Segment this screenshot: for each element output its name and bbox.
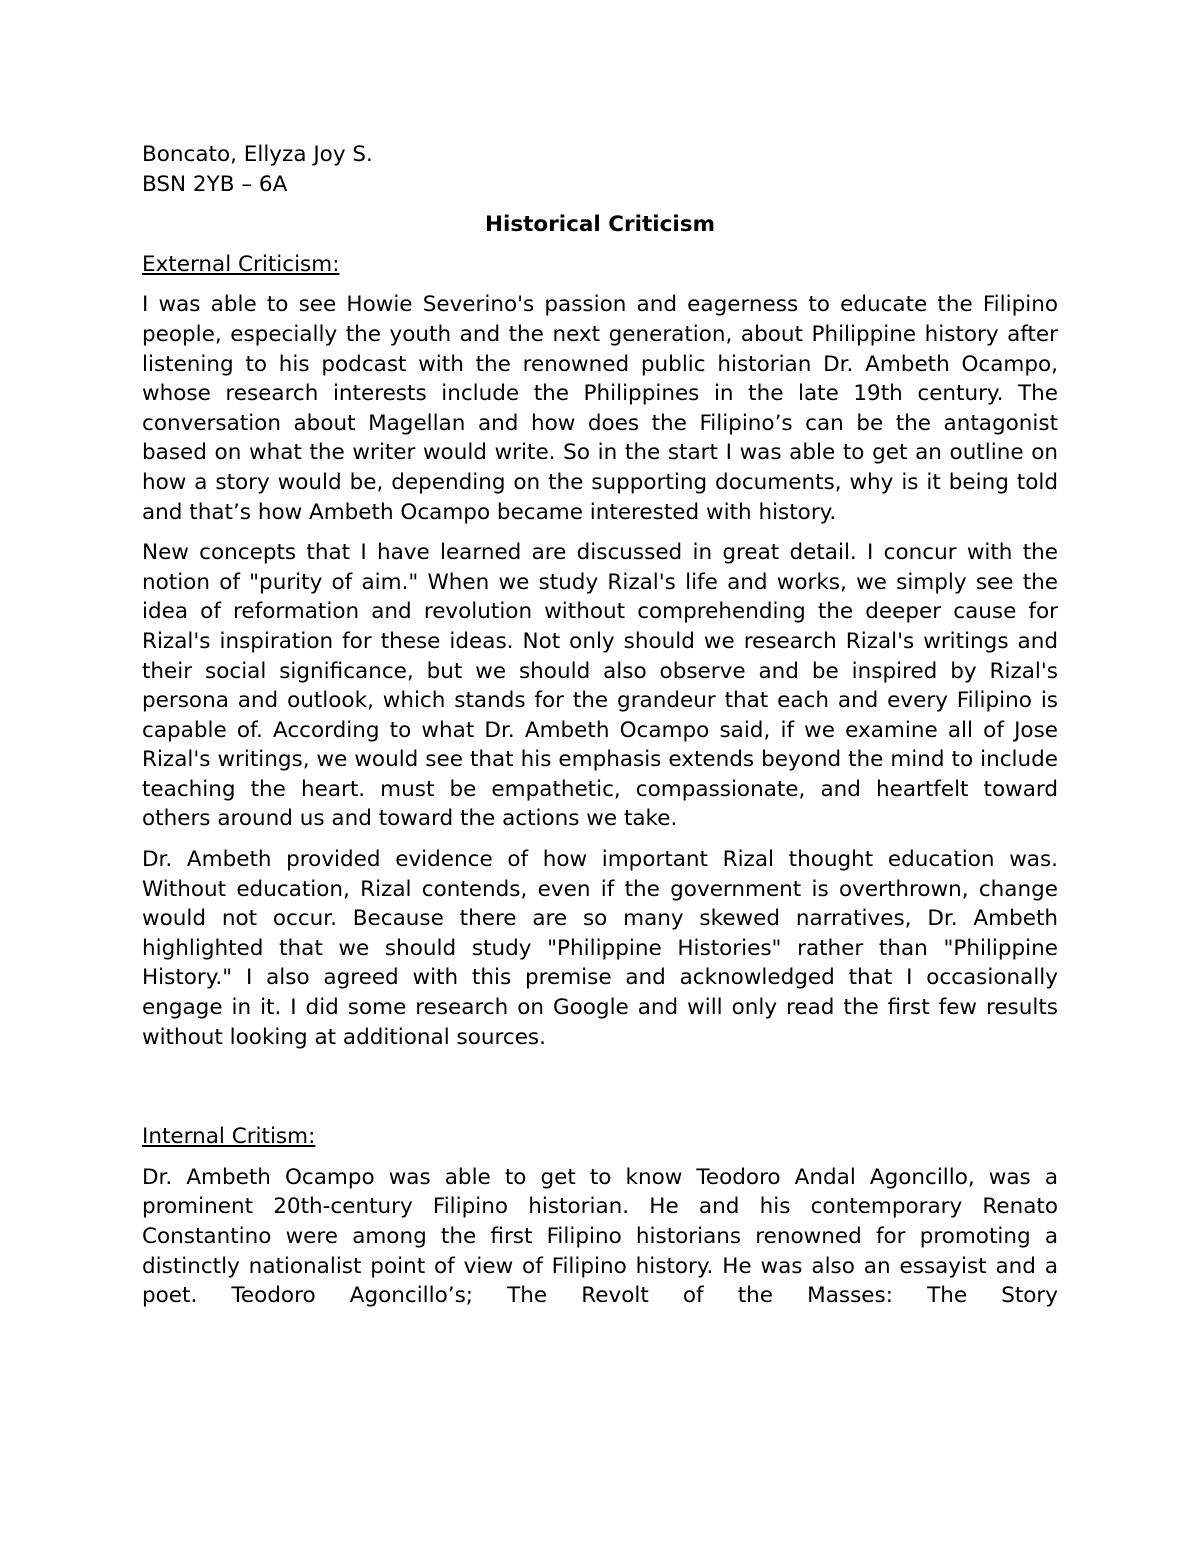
section-spacer (142, 1063, 1058, 1122)
external-paragraph-2: New concepts that I have learned are discussed in great detail. I concur with the notion of "purity of aim." When we study Rizal's life and works, we simply see the idea of reformation and revolution without comprehending the deeper cause for Rizal's inspiration for these ideas. Not only should we research Rizal's writings and their social significance, but we should also observe and be inspired by Rizal's persona and outlook, which stands for the grandeur that each and every Filipino is capable of. According to what Dr. Ambeth Ocampo said, if we examine all of Jose Rizal's writings, we would see that his emphasis extends beyond the mind to include teaching the heart. must be empathetic, compassionate, and heartfelt toward others around us and toward the actions we take. (142, 540, 1058, 832)
document-page (142, 140, 1058, 1322)
internal-paragraph-1: Dr. Ambeth Ocampo was able to get to know Teodoro Andal Agoncillo, was a prominent 20th-century Filipino historian. He and his contemporary Renato Constantino were among the first Filipino historians renowned for promoting a distinctly nationalist point of view of Filipino history. He was also an essayist and a poet. Teodoro Agoncillo’s; The Revolt of the Masses: The Story (142, 1164, 1058, 1309)
author-name: Boncato, Ellyza Joy S. (142, 142, 373, 167)
internal-criticism-section (142, 1122, 1058, 1311)
document-title: Historical Criticism (484, 212, 715, 238)
external-criticism-section (142, 250, 1058, 1052)
course-section: BSN 2YB – 6A (142, 171, 288, 197)
internal-criticism-heading: Internal Critism: (142, 1124, 316, 1150)
external-paragraph-1: I was able to see Howie Severino's passion and eagerness to educate the Filipino people, especially the youth and the next generation, about Philippine history after listening to his podcast with the renowned public historian Dr. Ambeth Ocampo, whose research interests include the Philippines in the late 19th century. The conversation about Magellan and how does the Filipino’s can be the antagonist based on what the writer would write. So in the start I was able to get an outline on how a story would be, depending on the supporting documents, why is it being told and that’s how Ambeth Ocampo became interested with history. (142, 292, 1058, 525)
external-criticism-heading: External Criticism: (142, 251, 340, 277)
external-paragraph-3: Dr. Ambeth provided evidence of how important Rizal thought education was. Without education, Rizal contends, even if the government is overthrown, change would not occur. Because there are so many skewed narratives, Dr. Ambeth highlighted that we should study "Philippine Histories" rather than "Philippine History." I also agreed with this premise and acknowledged that I occasionally engage in it. I did some research on Google and will only read the first few results without looking at additional sources. (142, 847, 1058, 1050)
